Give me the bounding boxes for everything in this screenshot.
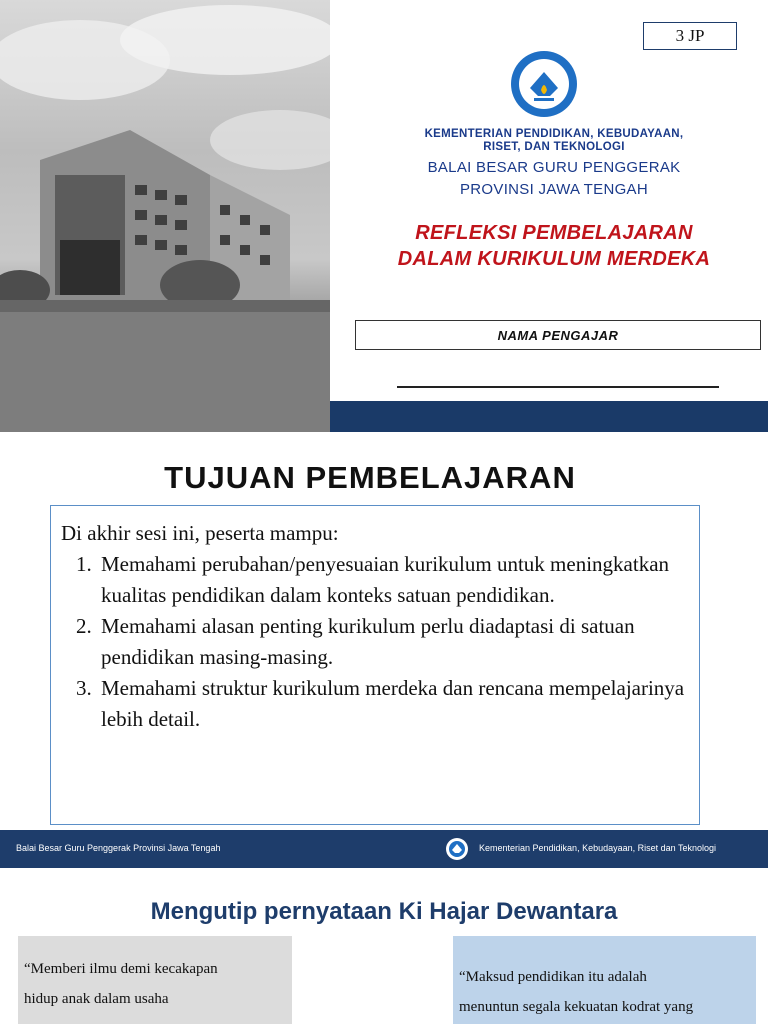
cover-title-line-1: REFLEKSI PEMBELAJARAN	[415, 222, 693, 244]
cover-title	[340, 220, 768, 272]
institution-name	[340, 157, 768, 201]
objectives-title: TUJUAN PEMBELAJARAN	[164, 460, 576, 495]
slide-footer	[0, 830, 768, 868]
ministry-line-2: RISET, DAN TEKNOLOGI	[483, 141, 625, 153]
footer-logo-icon	[445, 837, 469, 861]
quote-right-line-1: “Maksud pendidikan itu adalah	[459, 969, 647, 985]
duration-badge: 3 JP	[643, 22, 737, 50]
objectives-slide	[0, 432, 768, 868]
presenter-name-box: NAMA PENGAJAR	[355, 320, 761, 350]
quote-box-left	[18, 936, 292, 1024]
objectives-list	[61, 549, 689, 735]
footer-institution: Balai Besar Guru Penggerak Provinsi Jawa Tengah	[16, 843, 221, 853]
cover-title-line-2: DALAM KURIKULUM MERDEKA	[397, 248, 711, 270]
ministry-name	[340, 128, 768, 154]
institution-line-2: PROVINSI JAWA TENGAH	[460, 181, 648, 198]
signature-line	[397, 386, 719, 388]
cover-bottom-band	[330, 401, 768, 432]
building-illustration	[0, 0, 330, 432]
objectives-box	[50, 505, 700, 825]
objective-item: 1. Memahami perubahan/penyesuaian kurikulum untuk meningkatkan kualitas pendidikan dalam konteks satuan pendidikan.	[97, 549, 689, 611]
quote-left-line-2: hidup anak dalam usaha	[24, 991, 169, 1007]
objective-item: 3. Memahami struktur kurikulum merdeka dan rencana mempelajarinya lebih detail.	[97, 673, 689, 735]
quote-box-right	[453, 936, 756, 1024]
quote-left-line-1: “Memberi ilmu demi kecakapan	[24, 961, 218, 977]
objectives-intro: Di akhir sesi ini, peserta mampu:	[61, 521, 339, 545]
quotes-title: Mengutip pernyataan Ki Hajar Dewantara	[150, 898, 618, 925]
quotes-slide	[0, 868, 768, 1024]
institution-line-1: BALAI BESAR GURU PENGGERAK	[427, 159, 681, 176]
quote-right-line-2: menuntun segala kekuatan kodrat yang	[459, 999, 694, 1015]
tut-wuri-handayani-logo	[510, 50, 578, 118]
footer-ministry: Kementerian Pendidikan, Kebudayaan, Riset dan Teknologi	[479, 843, 716, 853]
cover-slide	[0, 0, 768, 432]
objective-item: 2. Memahami alasan penting kurikulum perlu diadaptasi di satuan pendidikan masing-masing.	[97, 611, 689, 673]
ministry-line-1: KEMENTERIAN PENDIDIKAN, KEBUDAYAAN,	[424, 128, 684, 140]
building-photo	[0, 0, 330, 432]
